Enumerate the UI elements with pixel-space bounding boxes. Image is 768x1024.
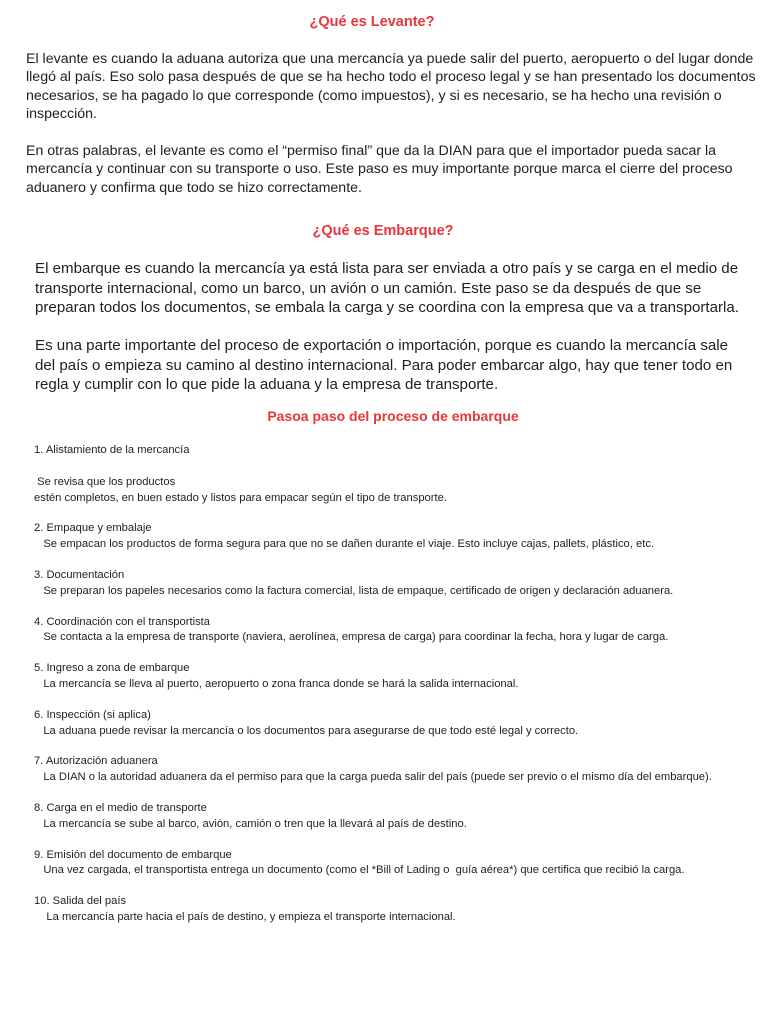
step-item: [34, 568, 759, 600]
step-description: Se contacta a la empresa de transporte (naviera, aerolínea, empresa de carga) para coordinar la fecha, hora y lugar de carga.: [34, 631, 669, 644]
step-title: 1. Alistamiento de la mercancía: [34, 444, 190, 456]
levante-paragraph-1: El levante es cuando la aduana autoriza que una mercancía ya puede salir del puerto, aeropuerto o del lugar donde llegó al país. Eso solo pasa después de que se ha hecho todo el proceso legal y se han presentado los documentos necesarios, se ha pagado lo que corresponde (como impuestos), y si es necesario, se ha hecho una revisión o inspección.: [26, 51, 756, 123]
step-title: 4. Coordinación con el transportista: [34, 615, 210, 628]
step-item: [34, 894, 759, 926]
step-description: La mercancía se sube al barco, avión, camión o tren que la llevará al país de destino.: [34, 817, 467, 830]
levante-paragraph-2: En otras palabras, el levante es como el “permiso final” que da la DIAN para que el importador pueda sacar la mercancía y continuar con su transporte o uso. Este paso es muy importante porque marca el cierre del proceso aduanero y confirma que todo se hizo correctamente.: [26, 143, 733, 196]
step-title: 10. Salida del país: [34, 895, 127, 908]
step-description: La DIAN o la autoridad aduanera da el permiso para que la carga pueda salir del país (puede ser previo o el mismo día del embarque).: [34, 771, 712, 784]
step-title: 3. Documentación: [34, 568, 125, 581]
embarque-paragraph-1: El embarque es cuando la mercancía ya está lista para ser enviada a otro país y se carga en el medio de transporte internacional, como un barco, un avión o un camión. Este paso se da después de que se preparan todos los documentos, se embala la carga y se coordina con la empresa que va a transportarla.: [35, 260, 739, 317]
step-description: La mercancía se lleva al puerto, aeropuerto o zona franca donde se hará la salida internacional.: [34, 677, 519, 690]
pasos-heading: Pasoa paso del proceso de embarque: [267, 408, 519, 424]
step-description: Se revisa que los productos: [34, 475, 176, 488]
embarque-heading: ¿Qué es Embarque?: [312, 223, 454, 239]
steps-list: [34, 443, 759, 926]
step-item: [34, 521, 759, 553]
step-title: 6. Inspección (si aplica): [34, 708, 151, 721]
step-description: Se preparan los papeles necesarios como la factura comercial, lista de empaque, certificado de origen y declaración aduanera.: [34, 584, 674, 597]
embarque-paragraph-2: Es una parte importante del proceso de exportación o importación, porque es cuando la mercancía sale del país o empieza su camino al destino internacional. Para poder embarcar algo, hay que tener todo en regla y cumplir con lo que pide la aduana y la empresa de transporte.: [35, 337, 733, 394]
step-item: [34, 708, 759, 740]
step-item: [34, 848, 759, 880]
step-item: [34, 615, 759, 647]
step-description: La mercancía parte hacia el país de destino, y empieza el transporte internacional.: [34, 910, 456, 923]
step-title: 7. Autorización aduanera: [34, 755, 158, 768]
step-title: 2. Empaque y embalaje: [34, 522, 152, 535]
step-title: 9. Emisión del documento de embarque: [34, 848, 232, 861]
levante-heading: ¿Qué es Levante?: [309, 14, 435, 30]
step-title: 5. Ingreso a zona de embarque: [34, 662, 190, 675]
step-description: La aduana puede revisar la mercancía o los documentos para asegurarse de que todo esté legal y correcto.: [34, 724, 579, 737]
step-item: [34, 661, 759, 693]
step-item: [34, 754, 759, 786]
step-description: estén completos, en buen estado y listos para empacar según el tipo de transporte.: [34, 491, 447, 504]
step-description: Se empacan los productos de forma segura para que no se dañen durante el viaje. Esto incluye cajas, pallets, plástico, etc.: [34, 538, 655, 551]
step-description: Una vez cargada, el transportista entrega un documento (como el *Bill of Lading o guía aérea*) que certifica que recibió la carga.: [34, 864, 685, 877]
step-item: [34, 443, 759, 506]
step-item: [34, 801, 759, 833]
step-title: 8. Carga en el medio de transporte: [34, 801, 207, 814]
